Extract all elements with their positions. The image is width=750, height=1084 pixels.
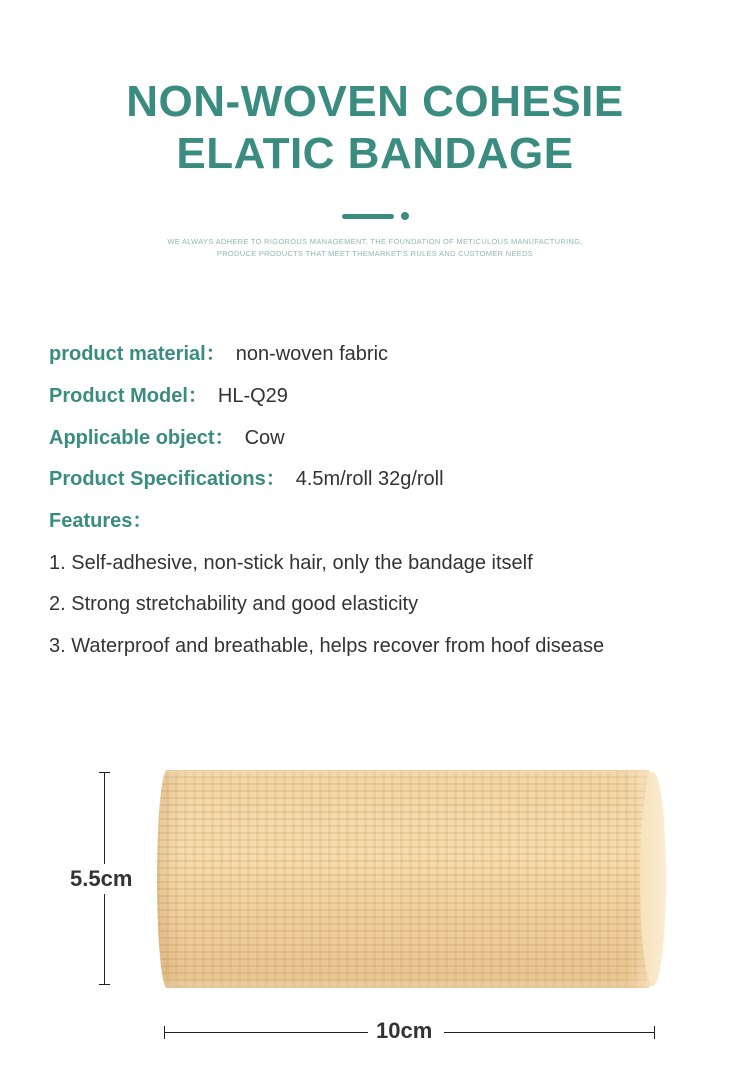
width-dimension-line-left [164, 1032, 368, 1033]
feature-item: 2. Strong stretchability and good elasticity [49, 593, 419, 615]
page-title-line-1: NON-WOVEN COHESIE [126, 77, 624, 126]
spec-value: non-woven fabric [235, 343, 389, 365]
bandage-roll-image [157, 770, 665, 988]
spec-row-model [49, 382, 288, 410]
bandage-roll-end [640, 772, 666, 986]
features-heading [49, 507, 152, 535]
spec-row-material [49, 340, 388, 368]
spec-label: Applicable object： [49, 427, 235, 449]
feature-item: 3. Waterproof and breathable, helps recover from hoof disease [49, 635, 605, 657]
title-divider-bar [342, 214, 394, 219]
tagline-line-2: PRODUCE PRODUCTS THAT MEET THEMARKET'S RULES AND CUSTOMER NEEDS [216, 249, 534, 258]
spec-value: HL-Q29 [217, 385, 288, 407]
title-divider-dot [401, 212, 409, 220]
spec-label: product material： [49, 343, 226, 365]
width-right-tick [654, 1026, 655, 1039]
spec-label: Product Specifications： [49, 468, 286, 490]
spec-value: Cow [244, 427, 285, 449]
width-dimension-label: 10cm [376, 1018, 433, 1043]
spec-value: 4.5m/roll 32g/roll [295, 468, 444, 490]
tagline-line-1: WE ALWAYS ADHERE TO RIGOROUS MANAGEMENT, THE FOUNDATION OF METICULOUS MANUFACTURING, [167, 237, 583, 246]
width-dimension-line-right [444, 1032, 654, 1033]
feature-item: 1. Self-adhesive, non-stick hair, only the bandage itself [49, 552, 533, 574]
features-heading-label: Features： [49, 510, 153, 532]
height-bottom-tick [99, 984, 110, 985]
page-title-line-2: ELATIC BANDAGE [176, 129, 574, 178]
height-dimension-label: 5.5cm [70, 864, 132, 894]
spec-row-applicable-object [49, 424, 285, 452]
spec-label: Product Model： [49, 385, 208, 407]
spec-row-specifications [49, 465, 444, 493]
